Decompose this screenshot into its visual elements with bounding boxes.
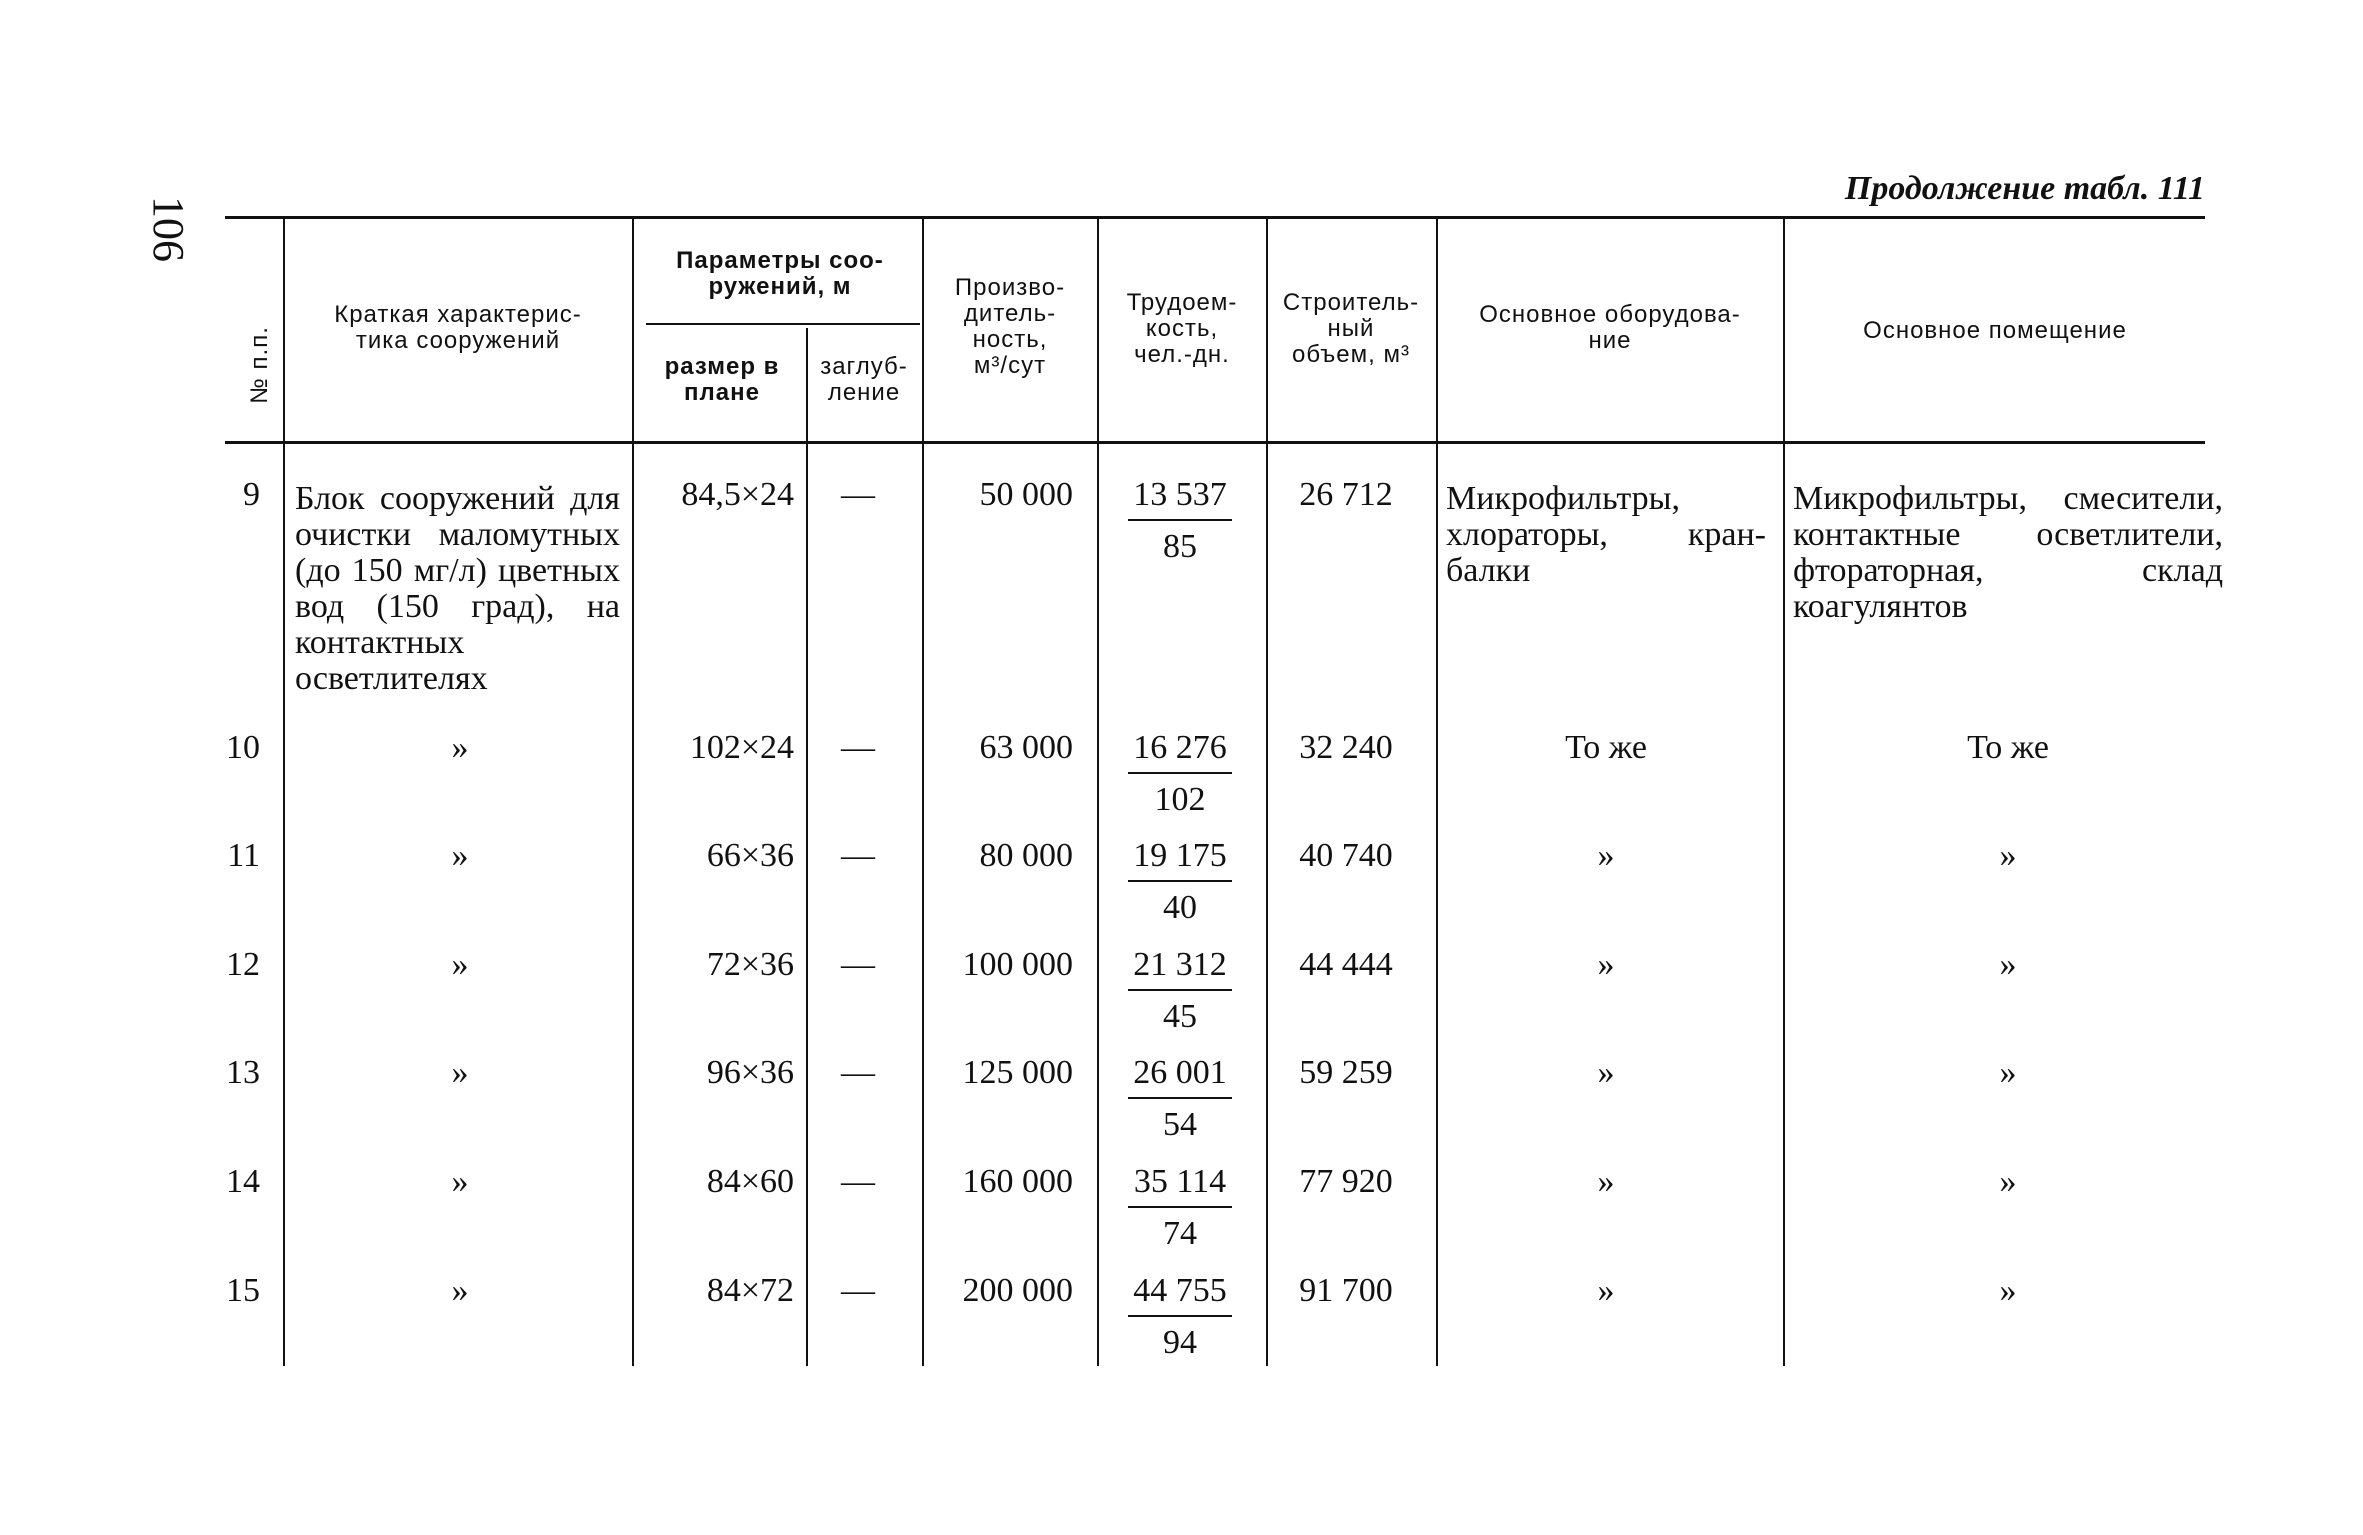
fraction-bar	[1128, 1315, 1232, 1317]
row-main-room: »	[1999, 1054, 2017, 1091]
row-labor-fraction	[1110, 947, 1250, 1035]
row-labor-fraction	[1110, 838, 1250, 926]
row-depth: —	[841, 1054, 875, 1091]
row-number: 13	[226, 1054, 260, 1091]
row-equipment: То же	[1565, 729, 1647, 766]
row-number: 9	[243, 476, 260, 513]
labor-total: 44 755	[1133, 1272, 1227, 1309]
row-productivity: 160 000	[962, 1163, 1073, 1200]
row-plan-size: 96×36	[706, 1054, 794, 1091]
labor-per-unit: 85	[1163, 528, 1197, 565]
row-labor-fraction	[1110, 1055, 1250, 1143]
row-equipment: »	[1597, 1163, 1615, 1200]
labor-per-unit: 74	[1163, 1215, 1197, 1252]
row-depth: —	[841, 946, 875, 983]
row-volume: 26 712	[1299, 476, 1393, 513]
row-number: 14	[226, 1163, 260, 1200]
labor-per-unit: 102	[1154, 781, 1206, 818]
row-equipment: Микрофильтры, хлораторы, кран-балки	[1446, 480, 1766, 589]
row-plan-size: 84×60	[706, 1163, 794, 1200]
labor-total: 16 276	[1133, 729, 1227, 766]
labor-per-unit: 45	[1163, 998, 1197, 1035]
row-description: »	[451, 1163, 469, 1200]
row-productivity: 50 000	[979, 476, 1073, 513]
row-plan-size: 84×72	[706, 1272, 794, 1309]
column-divider	[1436, 218, 1438, 1366]
row-equipment: »	[1597, 946, 1615, 983]
row-productivity: 125 000	[962, 1054, 1073, 1091]
params-group-rule	[646, 323, 920, 325]
row-depth: —	[841, 837, 875, 874]
fraction-bar	[1128, 880, 1232, 882]
header-number: № п.п.	[246, 326, 273, 404]
row-plan-size: 84,5×24	[681, 476, 794, 513]
fraction-bar	[1128, 989, 1232, 991]
row-depth: —	[841, 729, 875, 766]
table-continuation-label: Продолжение табл. 111	[1844, 170, 2205, 207]
row-description: »	[451, 1272, 469, 1309]
header-description: Краткая характерис- тика сооружений	[334, 301, 582, 354]
row-main-room: То же	[1967, 729, 2049, 766]
row-labor-fraction	[1110, 1164, 1250, 1252]
row-volume: 44 444	[1299, 946, 1393, 983]
row-volume: 77 920	[1299, 1163, 1393, 1200]
labor-total: 35 114	[1133, 1163, 1227, 1200]
row-productivity: 100 000	[962, 946, 1073, 983]
header-volume: Строитель- ный объем, м³	[1282, 289, 1420, 368]
header-main-room: Основное помещение	[1863, 317, 2127, 344]
row-labor-fraction	[1110, 1273, 1250, 1361]
row-depth: —	[841, 1163, 875, 1200]
row-plan-size: 66×36	[706, 837, 794, 874]
row-plan-size: 102×24	[689, 729, 794, 766]
row-number: 12	[226, 946, 260, 983]
column-divider	[1783, 218, 1785, 1366]
fraction-bar	[1128, 519, 1232, 521]
column-divider	[283, 218, 285, 1366]
row-volume: 91 700	[1299, 1272, 1393, 1309]
labor-total: 19 175	[1133, 837, 1227, 874]
header-parameters: Параметры соо- ружений, м	[676, 247, 884, 300]
row-number: 15	[226, 1272, 260, 1309]
row-equipment: »	[1597, 1272, 1615, 1309]
row-main-room: Микрофильтры, смесители, контактные осветлители, фтораторная, склад коагулянтов	[1793, 480, 2223, 625]
fraction-bar	[1128, 772, 1232, 774]
row-volume: 40 740	[1299, 837, 1393, 874]
row-description: Блок сооружений для очистки маломутных (до 150 мг/л) цветных вод (150 град), на контактных осветлителях	[295, 480, 620, 697]
labor-per-unit: 94	[1163, 1324, 1197, 1361]
page-number: 106	[144, 196, 193, 262]
header-plan-size: размер в плане	[664, 353, 780, 406]
header-depth: заглуб- ление	[820, 353, 908, 406]
row-main-room: »	[1999, 1272, 2017, 1309]
labor-total: 13 537	[1133, 476, 1227, 513]
row-main-room: »	[1999, 837, 2017, 874]
row-description: »	[451, 1054, 469, 1091]
row-description: »	[451, 946, 469, 983]
row-equipment: »	[1597, 837, 1615, 874]
row-productivity: 80 000	[979, 837, 1073, 874]
row-description: »	[451, 837, 469, 874]
row-volume: 32 240	[1299, 729, 1393, 766]
column-divider	[1097, 218, 1099, 1366]
labor-total: 21 312	[1133, 946, 1227, 983]
row-depth: —	[841, 476, 875, 513]
header-bottom-rule	[225, 441, 2205, 444]
row-plan-size: 72×36	[706, 946, 794, 983]
row-labor-fraction	[1110, 477, 1250, 565]
labor-per-unit: 54	[1163, 1106, 1197, 1143]
header-productivity: Произво- дитель- ность, м³/сут	[954, 274, 1066, 379]
labor-per-unit: 40	[1163, 889, 1197, 926]
row-number: 11	[227, 837, 260, 874]
row-depth: —	[841, 1272, 875, 1309]
fraction-bar	[1128, 1097, 1232, 1099]
table-top-rule	[225, 216, 2205, 219]
row-productivity: 63 000	[979, 729, 1073, 766]
row-productivity: 200 000	[962, 1272, 1073, 1309]
fraction-bar	[1128, 1206, 1232, 1208]
row-equipment: »	[1597, 1054, 1615, 1091]
header-labor: Трудоем- кость, чел.-дн.	[1126, 289, 1238, 368]
row-number: 10	[226, 729, 260, 766]
labor-total: 26 001	[1133, 1054, 1227, 1091]
row-volume: 59 259	[1299, 1054, 1393, 1091]
column-divider	[922, 218, 924, 1366]
header-equipment: Основное оборудова- ние	[1479, 301, 1741, 354]
row-description: »	[451, 729, 469, 766]
row-main-room: »	[1999, 1163, 2017, 1200]
row-labor-fraction	[1110, 730, 1250, 818]
row-main-room: »	[1999, 946, 2017, 983]
